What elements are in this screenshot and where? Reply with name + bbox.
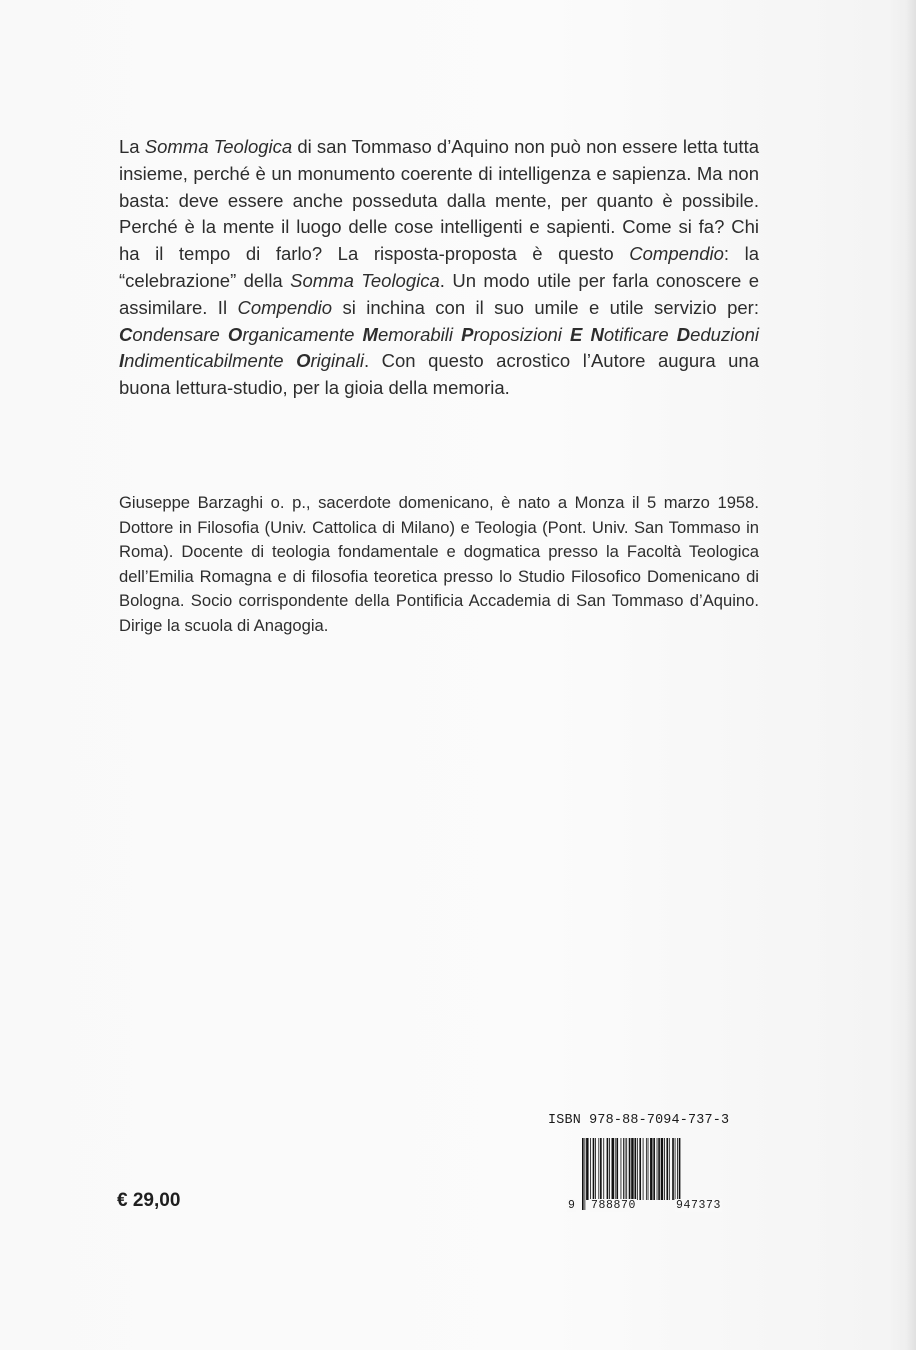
barcode-bar [675, 1138, 676, 1200]
author-bio: Giuseppe Barzaghi o. p., sacerdote domenicano, è nato a Monza il 5 marzo 1958. Dottore in Filosofia (Univ. Cattolica di Milano) e Teologia (Pont. Univ. San Tommaso in Roma). Docente di teologia fondamentale e dogmatica presso la Facoltà Teologica dell’Emilia Romagna e di filosofia teoretica presso lo Studio Filosofico Domenicano di Bologna. Socio corrispondente della Pontificia Accademia di San Tommaso d’Aquino. Dirige la scuola di Anagogia. [119, 493, 759, 635]
blurb-text: La [119, 136, 145, 157]
barcode-bar [582, 1138, 584, 1210]
acrostic-capital: O [227, 323, 243, 345]
barcode-bar [672, 1138, 674, 1200]
barcode-bar [621, 1138, 622, 1200]
compendio-italic: Compendio [237, 296, 333, 318]
barcode-bar [653, 1138, 655, 1200]
barcode-bar [609, 1138, 610, 1200]
acrostic-capital: C [119, 323, 133, 345]
isbn-label: ISBN 978-88-7094-737-3 [548, 1113, 730, 1128]
book-title-italic: Somma Teologica [144, 136, 293, 157]
blurb-text: si inchina con il suo umile e utile servizio per: [332, 296, 759, 318]
price: € 29,00 [117, 1190, 181, 1211]
barcode-bar [626, 1138, 627, 1200]
acrostic-word: riginali [310, 350, 364, 372]
acrostic-word: ondensare [132, 323, 228, 345]
barcode-bar [637, 1138, 638, 1200]
acrostic-word: ndimenticabilmente [124, 350, 297, 372]
barcode-bar [615, 1138, 616, 1200]
barcode-bar [634, 1138, 636, 1200]
barcode-bar [586, 1138, 588, 1200]
barcode-bar [664, 1138, 665, 1200]
acrostic-capital: O [296, 350, 311, 372]
book-title-italic: Somma Teologica [290, 269, 440, 291]
barcode-bar [593, 1138, 595, 1200]
barcode-bar [607, 1138, 609, 1200]
acrostic-word: emorabili [377, 323, 462, 345]
blurb-text: di san Tommaso d’Aquino non può non essere letta tutta insieme, perché è un monumento coerente di intelligenza e sapienza. Ma non basta: deve essere anche posseduta dalla mente, per quanto è possibile. Perché è la mente il luogo delle cose intelligenti e sapienti. Come si fa? Chi ha il tempo di farlo? La risposta-proposta è questo [119, 136, 759, 265]
barcode-bar [623, 1138, 624, 1200]
acrostic-word: rganicamente [242, 323, 363, 345]
barcode-bar [584, 1138, 585, 1210]
acrostic-capital: D [676, 323, 691, 345]
barcode-bar [669, 1138, 670, 1200]
barcode-digits-right: 947373 [676, 1199, 722, 1212]
acrostic-capital: E [570, 323, 583, 345]
acrostic-capital: N [590, 323, 604, 345]
acrostic-word: eduzioni [690, 323, 760, 345]
blurb-text: : la “celebrazione” della [119, 243, 759, 291]
barcode-bar [603, 1138, 604, 1200]
barcode-bar [650, 1138, 652, 1200]
barcode-bar [598, 1138, 599, 1200]
acrostic-word: roposizioni [473, 323, 570, 345]
barcode-bar [616, 1138, 618, 1200]
barcode-bar [612, 1138, 614, 1200]
barcode-bar [661, 1138, 663, 1200]
blurb-text: . Un modo utile per farla conoscere e assimilare. Il [119, 269, 759, 318]
barcode-bar [648, 1138, 649, 1200]
acrostic-capital: P [461, 323, 474, 345]
acrostic-capital: M [362, 323, 378, 345]
spine-shadow [906, 0, 916, 1350]
barcode-digit-first: 9 [568, 1199, 575, 1212]
barcode-bar [600, 1138, 602, 1200]
barcode-bar [625, 1138, 626, 1200]
barcode-bar [666, 1138, 668, 1200]
barcode-digits-left: 788870 [591, 1199, 637, 1212]
barcode-bar [646, 1138, 647, 1200]
compendio-italic: Compendio [629, 243, 724, 265]
acrostic-capital: I [119, 350, 125, 372]
barcode-bar [595, 1138, 596, 1200]
barcode-bar [658, 1138, 660, 1200]
acrostic-word: otificare [603, 323, 677, 345]
blurb-paragraph [119, 134, 759, 402]
barcode-bar [590, 1138, 591, 1200]
blurb-text: . Con questo acrostico l’Autore augura una buona lettura-studio, per la gioia della memoria. [119, 350, 760, 399]
barcode-bar [639, 1138, 641, 1200]
barcode-bar [657, 1138, 658, 1200]
barcode-bar [643, 1138, 644, 1200]
